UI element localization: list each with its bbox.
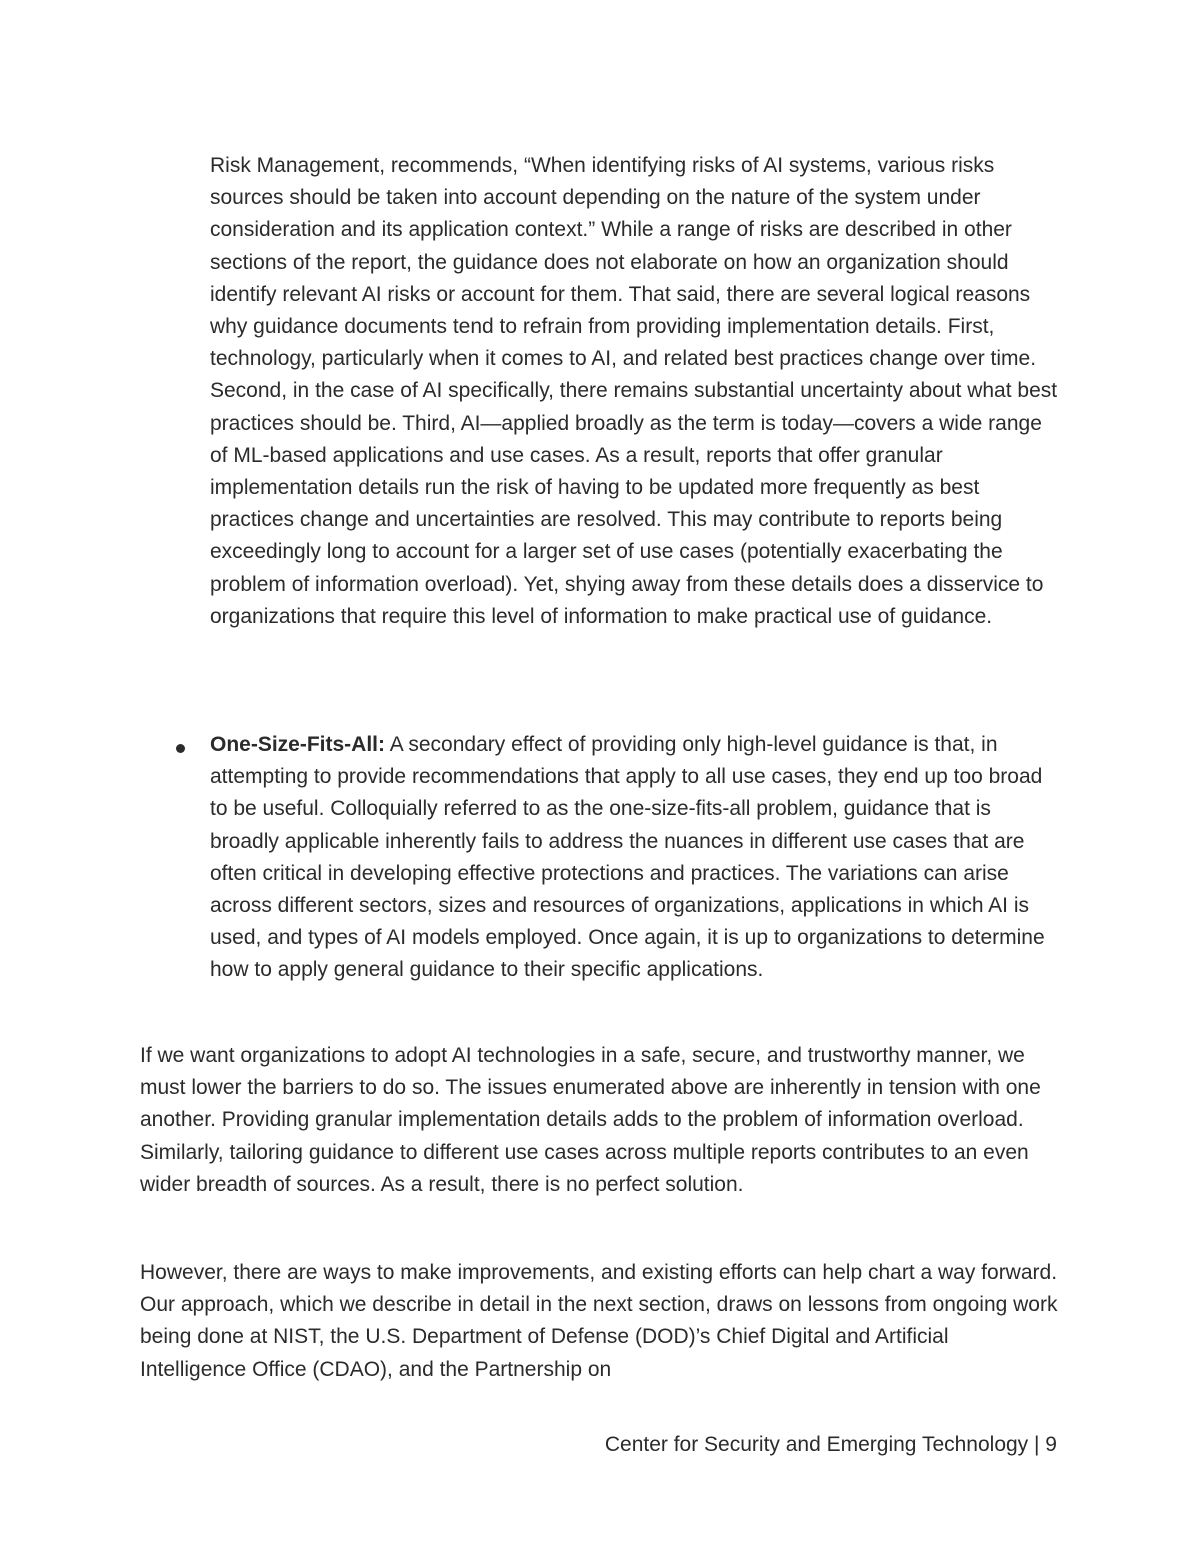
page-footer: Center for Security and Emerging Technology | 9 (604, 1433, 1057, 1456)
bullet-text: A secondary effect of providing only high-level guidance is that, in attempting to provide recommendations that apply to all use cases, they end up too broad to be useful. Colloquially referred to as the one-size-fits-all problem, guidance that is broadly applicable inherently fails to address the nuances in different use cases that are often critical in developing effective protections and practices. The variations can arise across different sectors, sizes and resources of organizations, applications in which AI is used, and types of AI models employed. Once again, it is up to organizations to determine how to apply general guidance to their specific applications. (210, 733, 1045, 982)
body-paragraph-barriers: If we want organizations to adopt AI technologies in a safe, secure, and trustworthy manner, we must lower the barriers to do so. The issues enumerated above are inherently in tension with one another. Providing granular implementation details adds to the problem of information overload. Similarly, tailoring guidance to different use cases across multiple reports contributes to an even wider breadth of sources. As a result, there is no perfect solution. (140, 1044, 1041, 1196)
continued-paragraph: Risk Management, recommends, “When identifying risks of AI systems, various risks sources should be taken into account depending on the nature of the system under consideration and its application context.” While a range of risks are described in other sections of the report, the guidance does not elaborate on how an organization should identify relevant AI risks or account for them. That said, there are several logical reasons why guidance documents tend to refrain from providing implementation details. First, technology, particularly when it comes to AI, and related best practices change over time. Second, in the case of AI specifically, there remains substantial uncertainty about what best practices should be. Third, AI—applied broadly as the term is today—covers a wide range of ML-based applications and use cases. As a result, reports that offer granular implementation details run the risk of having to be updated more frequently as best practices change and uncertainties are resolved. This may contribute to reports being exceedingly long to account for a larger set of use cases (potentially exacerbating the problem of information overload). Yet, shying away from these details does a disservice to organizations that require this level of information to make practical use of guidance. (210, 154, 1058, 628)
body-paragraph-approach: However, there are ways to make improvements, and existing efforts can help chart a way forward. Our approach, which we describe in detail in the next section, draws on lessons from ongoing work being done at NIST, the U.S. Department of Defense (DOD)’s Chief Digital and Artificial Intelligence Office (CDAO), and the Partnership on (140, 1261, 1058, 1381)
bullet-dot-icon (176, 744, 185, 753)
bullet-term: One-Size-Fits-All: (210, 733, 386, 756)
bullet-item-one-size-fits-all (210, 729, 1060, 987)
